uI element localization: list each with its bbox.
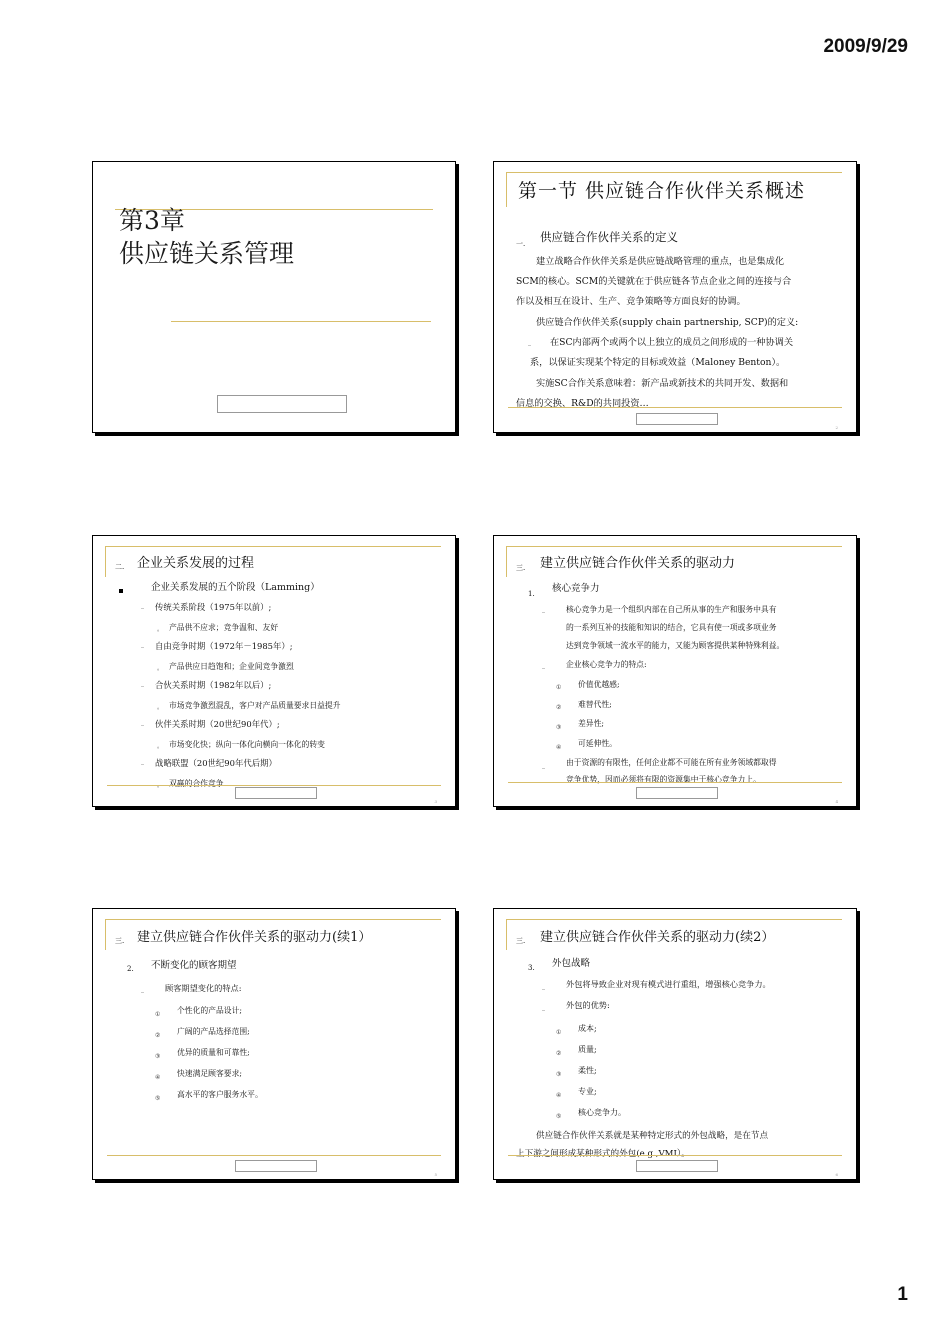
- para: 系，以保证实现某个特定的目标或效益（Maloney Benton）。: [530, 357, 786, 368]
- stage-label: 伙伴关系时期（20世纪90年代）;: [155, 719, 280, 729]
- para: 建立战略合作伙伴关系是供应链战略管理的重点，也是集成化: [536, 256, 785, 267]
- circled-number: ①: [556, 684, 562, 691]
- stage-label: 战略联盟（20世纪90年代后期）: [155, 758, 277, 768]
- para: 实施SC合作关系意味着：新产品或新技术的共同开发、数据和: [536, 378, 789, 389]
- slide-1-title: [119, 204, 294, 270]
- summary: 上下游之间形成某种形式的外包(e.g.,VMI）。: [516, 1149, 690, 1159]
- circled-number: ⑤: [155, 1095, 161, 1102]
- sub-marker: 。: [157, 626, 164, 633]
- slide-1: [92, 161, 456, 433]
- sub-number: 二.: [115, 563, 125, 571]
- feature: 快速满足顾客要求;: [177, 1069, 243, 1078]
- dash-marker: _: [141, 758, 144, 765]
- chapter-title: 供应链关系管理: [119, 239, 295, 268]
- sub-number: 三.: [115, 937, 125, 945]
- item-number: 2.: [127, 965, 134, 973]
- dash-marker: _: [141, 719, 144, 726]
- feature: 价值优越感;: [578, 680, 620, 689]
- sub-marker: 。: [157, 782, 164, 789]
- item-number: 3.: [528, 964, 535, 972]
- footer-box: [636, 787, 718, 799]
- sub-number: 三.: [516, 564, 526, 572]
- slide-number: 6: [835, 1172, 838, 1177]
- stage-label: 自由竞争时期（1972年－1985年）;: [155, 641, 293, 651]
- advantages-title: 外包的优势:: [566, 1000, 610, 1010]
- stage-detail: 双赢的合作竞争: [169, 779, 224, 788]
- sub-marker: 。: [157, 665, 164, 672]
- intro: 企业关系发展的五个阶段（Lamming）: [151, 582, 320, 593]
- dash-marker: _: [542, 662, 545, 669]
- circled-number: ②: [155, 1032, 161, 1039]
- gold-rule: [171, 321, 431, 322]
- slide-number: 5: [434, 1172, 437, 1177]
- advantage: 核心竞争力。: [578, 1108, 626, 1117]
- advantage: 柔性;: [578, 1066, 597, 1075]
- feature: 优异的质量和可靠性;: [177, 1048, 250, 1057]
- stage-detail: 产品供不应求；竞争温和、友好: [169, 623, 279, 632]
- footer-box: [235, 787, 317, 799]
- limitation: 竞争优势，因而必须将有限的资源集中于核心竞争力上。: [566, 775, 761, 784]
- circled-number: ①: [155, 1011, 161, 1018]
- gold-rule: [508, 407, 842, 408]
- chapter-label: 第3章: [119, 206, 185, 235]
- dash-marker: _: [141, 602, 144, 609]
- dash-marker: _: [141, 986, 144, 993]
- sub-number: 一.: [516, 240, 526, 248]
- para: 在SC内部两个或两个以上独立的成员之间形成的一种协调关: [550, 337, 794, 348]
- page-number: 1: [897, 1284, 908, 1305]
- slide-5: [92, 908, 456, 1180]
- definition: 达到竞争领域一流水平的能力，又能为顾客提供某种特殊利益。: [566, 641, 785, 650]
- slide-2: [493, 161, 857, 433]
- feature: 广阔的产品选择范围;: [177, 1027, 250, 1036]
- para: 信息的交换、R&D的共同投资…: [516, 398, 649, 409]
- circled-number: ④: [556, 744, 562, 751]
- feature: 差异性;: [578, 719, 605, 728]
- slide-3-heading: 企业关系发展的过程: [137, 556, 255, 571]
- circled-number: ④: [155, 1074, 161, 1081]
- circled-number: ③: [556, 724, 562, 731]
- item-title: 核心竞争力: [552, 583, 600, 594]
- footer-box: [235, 1160, 317, 1172]
- feature: 可延伸性。: [578, 739, 617, 748]
- item-title: 外包战略: [552, 958, 591, 969]
- square-bullet-icon: [119, 589, 123, 593]
- advantage: 专业;: [578, 1087, 597, 1096]
- circled-number: ⑤: [556, 1113, 562, 1120]
- item-number: 1.: [528, 590, 535, 598]
- stage-detail: 市场变化快；纵向一体化向横向一体化的转变: [169, 740, 325, 749]
- slide-6: [493, 908, 857, 1180]
- dash-marker: _: [542, 983, 545, 990]
- stage-detail: 产品供应日趋饱和；企业间竞争激烈: [169, 662, 294, 671]
- stage-detail: 市场竞争激烈混乱，客户对产品质量要求日益提升: [169, 701, 341, 710]
- summary: 供应链合作伙伴关系就是某种特定形式的外包战略，是在节点: [536, 1131, 769, 1141]
- sub-marker: 。: [157, 743, 164, 750]
- para: 作以及相互在设计、生产、竞争策略等方面良好的协调。: [516, 296, 746, 307]
- slide-4-heading: 建立供应链合作伙伴关系的驱动力: [540, 556, 736, 571]
- slide-5-heading: 建立供应链合作伙伴关系的驱动力(续1）: [137, 930, 372, 945]
- slide-6-heading: 建立供应链合作伙伴关系的驱动力(续2）: [540, 930, 775, 945]
- sub-number: 三.: [516, 937, 526, 945]
- outsourcing-line: 外包将导致企业对现有模式进行重组，增强核心竞争力。: [566, 979, 771, 989]
- circled-number: ②: [556, 1050, 562, 1057]
- features-title: 企业核心竞争力的特点:: [566, 660, 647, 669]
- slide-3: [92, 535, 456, 807]
- dash-marker: _: [528, 339, 531, 346]
- slide-number: 4: [835, 799, 838, 804]
- advantage: 成本;: [578, 1024, 597, 1033]
- features-title: 顾客期望变化的特点:: [165, 983, 242, 993]
- para: 供应链合作伙伴关系(supply chain partnership, SCP)的定义:: [536, 317, 799, 328]
- circled-number: ③: [155, 1053, 161, 1060]
- feature: 高水平的客户服务水平。: [177, 1090, 263, 1099]
- advantage: 质量;: [578, 1045, 597, 1054]
- document-date: 2009/9/29: [823, 36, 908, 57]
- section-heading: 第一节 供应链合作伙伴关系概述: [518, 180, 806, 202]
- slide-number: 2: [835, 425, 838, 430]
- footer-box: [217, 395, 347, 413]
- slide-4: [493, 535, 857, 807]
- footer-box: [636, 1160, 718, 1172]
- feature: 个性化的产品设计;: [177, 1006, 243, 1015]
- definition: 核心竞争力是一个组织内部在自己所从事的生产和服务中具有: [566, 605, 777, 614]
- sub-title: 供应链合作伙伴关系的定义: [540, 230, 678, 244]
- slide-number: 3: [434, 799, 437, 804]
- gold-rule: [107, 785, 441, 786]
- para: SCM的核心。SCM的关键就在于供应链各节点企业之间的连接与合: [516, 276, 792, 287]
- gold-rule: [107, 1155, 441, 1156]
- limitation: 由于资源的有限性，任何企业都不可能在所有业务领域都取得: [566, 758, 777, 767]
- gold-rule: [508, 782, 842, 783]
- definition: 的一系列互补的技能和知识的结合，它具有使一项或多项业务: [566, 623, 777, 632]
- dash-marker: _: [141, 641, 144, 648]
- circled-number: ③: [556, 1071, 562, 1078]
- item-title: 不断变化的顾客期望: [151, 960, 237, 971]
- stage-label: 传统关系阶段（1975年以前）;: [155, 602, 272, 612]
- footer-box: [636, 413, 718, 425]
- sub-marker: 。: [157, 704, 164, 711]
- feature: 难替代性;: [578, 700, 612, 709]
- gold-rule: [508, 1155, 842, 1156]
- dash-marker: _: [542, 762, 545, 769]
- circled-number: ④: [556, 1092, 562, 1099]
- circled-number: ①: [556, 1029, 562, 1036]
- dash-marker: _: [542, 606, 545, 613]
- circled-number: ②: [556, 704, 562, 711]
- dash-marker: _: [542, 1004, 545, 1011]
- stage-label: 合伙关系时期（1982年以后）;: [155, 680, 272, 690]
- dash-marker: _: [141, 680, 144, 687]
